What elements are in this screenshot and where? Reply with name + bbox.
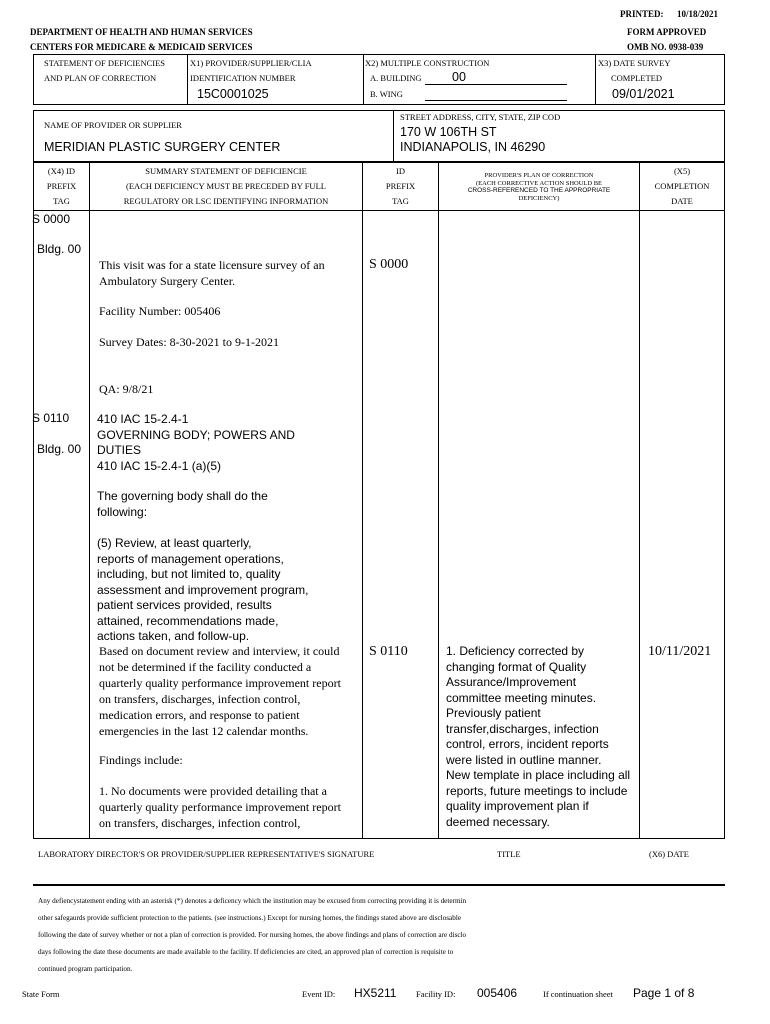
statement-label-1: STATEMENT OF DEFICIENCIES xyxy=(44,58,166,68)
id-header-3: TAG xyxy=(392,196,409,206)
printed-label: PRINTED: xyxy=(620,9,664,19)
plan-header-4: DEFICIENCY) xyxy=(518,195,560,202)
page-number: Page 1 of 8 xyxy=(633,986,695,1000)
finding-statement: Based on document review and interview, it could not be determined if the facility conducted a quarterly quality performance improvement report on transfers, discharges, infection control, medication errors, and response to patient emergencies in the last 12 calendar months. xyxy=(99,644,341,738)
tag-s0000: S 0000 xyxy=(32,212,71,226)
state-form-label: State Form xyxy=(22,989,60,999)
address-line-1: 170 W 106TH ST xyxy=(400,125,497,139)
survey-dates: Survey Dates: 8-30-2021 to 9-1-2021 xyxy=(99,335,279,349)
facility-number: Facility Number: 005406 xyxy=(99,304,221,318)
plan-of-correction: 1. Deficiency corrected by changing format of Quality Assurance/Improvement committee meeting minutes. Previously patient transfer,discharges, infection control, errors, incident reports were listed in outline manner. New template in place including all reports, future meetings to include quality improvement plan if deemed necessary. xyxy=(446,644,631,829)
omb-number: OMB NO. 0938-039 xyxy=(627,42,704,52)
address-line-2: INDIANAPOLIS, IN 46290 xyxy=(400,140,546,154)
survey-intro: This visit was for a state licensure survey of an Ambulatory Surgery Center. xyxy=(99,258,325,288)
event-id-value: HX5211 xyxy=(354,986,397,1000)
findings-include: Findings include: xyxy=(99,753,183,767)
right-tag-s0000: S 0000 xyxy=(369,257,409,272)
disclaimer: Any defiencystatement ending with an asterisk (*) denotes a deficency which the institution may be excused from correcting providing it is determin other safegaurds provide sufficient protection to the patients. (see instructions.) Except for nursing homes, the findings stated above are disclosable following the date of survey whether or not a plan of correction is provided. For nursing homes, the above findings and plans of correction are disclo days following the date these documents are made available to the facility. If deficiencies are cited, an approved plan of correction is requisite to continued program participation. xyxy=(38,897,467,973)
tag-s0110: S 0110 xyxy=(32,411,70,425)
governing-body-text: The governing body shall do the following: xyxy=(97,489,268,519)
wing-label: B. WING xyxy=(370,89,403,99)
x3-label-2: COMPLETED xyxy=(611,73,662,83)
address-label: STREET ADDRESS, CITY, STATE, ZIP COD xyxy=(400,112,561,122)
provider-name: MERIDIAN PLASTIC SURGERY CENTER xyxy=(44,140,281,154)
facility-id-value: 005406 xyxy=(477,986,518,1000)
plan-header-1: PROVIDER'S PLAN OF CORRECTION xyxy=(484,172,594,179)
summary-header-3: REGULATORY OR LSC IDENTIFYING INFORMATION xyxy=(123,196,329,206)
survey-completed-date: 09/01/2021 xyxy=(612,87,675,101)
department-title: DEPARTMENT OF HEALTH AND HUMAN SERVICES xyxy=(30,27,253,37)
summary-header-2: (EACH DEFICIENCY MUST BE PRECEDED BY FULL xyxy=(126,181,326,191)
provider-name-label: NAME OF PROVIDER OR SUPPLIER xyxy=(44,120,182,130)
x2-label: X2) MULTIPLE CONSTRUCTION xyxy=(365,58,490,68)
id-header-1: ID xyxy=(396,166,405,176)
x3-label-1: X3) DATE SURVEY xyxy=(598,58,671,68)
x5-header-3: DATE xyxy=(671,196,693,206)
x1-label-1: X1) PROVIDER/SUPPLIER/CLIA xyxy=(190,58,312,68)
plan-header-3: CROSS-REFERENCED TO THE APPROPRIATE xyxy=(467,187,611,194)
summary-header-1: SUMMARY STATEMENT OF DEFICIENCIE xyxy=(145,166,307,176)
finding-item-1: 1. No documents were provided detailing that a quarterly quality performance improvement report on transfers, discharges, infection control, xyxy=(99,784,341,830)
form-approved: FORM APPROVED xyxy=(627,27,707,37)
building-label: A. BUILDING xyxy=(370,73,422,83)
building-value: 00 xyxy=(452,70,466,84)
statement-label-2: AND PLAN OF CORRECTION xyxy=(44,73,157,83)
printed-date: 10/18/2021 xyxy=(677,9,719,19)
review-requirement: (5) Review, at least quarterly, reports of management operations, including, but not limited to, quality assessment and improvement program, patient services provided, results attained, recommendations made, actions taken, and follow-up. xyxy=(97,536,309,643)
x5-header-2: COMPLETION xyxy=(654,181,710,191)
centers-title: CENTERS FOR MEDICARE & MEDICAID SERVICES xyxy=(30,42,253,52)
clia-number: 15C0001025 xyxy=(197,87,269,101)
completion-date: 10/11/2021 xyxy=(648,644,712,659)
x4-header-1: (X4) ID xyxy=(47,166,76,176)
signature-label: LABORATORY DIRECTOR'S OR PROVIDER/SUPPLIER REPRESENTATIVE'S SIGNATURE xyxy=(38,849,375,859)
continuation-label: If continuation sheet xyxy=(543,989,613,999)
qa-date: QA: 9/8/21 xyxy=(99,382,154,396)
event-id-label: Event ID: xyxy=(302,989,336,999)
title-label: TITLE xyxy=(497,849,521,859)
x1-label-2: IDENTIFICATION NUMBER xyxy=(190,73,296,83)
facility-id-label: Facility ID: xyxy=(416,989,456,999)
plan-header-2: (EACH CORRECTIVE ACTION SHOULD BE xyxy=(475,180,603,187)
right-tag-s0110: S 0110 xyxy=(369,644,408,659)
bldg-label-2: Bldg. 00 xyxy=(37,442,82,456)
x4-header-3: TAG xyxy=(53,196,70,206)
regulation-reference: 410 IAC 15-2.4-1 GOVERNING BODY; POWERS AND DUTIES 410 IAC 15-2.4-1 (a)(5) xyxy=(97,412,295,473)
x4-header-2: PREFIX xyxy=(46,181,77,191)
bldg-label-1: Bldg. 00 xyxy=(37,242,82,256)
x6-date-label: (X6) DATE xyxy=(649,849,689,859)
x5-header-1: (X5) xyxy=(673,166,691,176)
id-header-2: PREFIX xyxy=(385,181,416,191)
